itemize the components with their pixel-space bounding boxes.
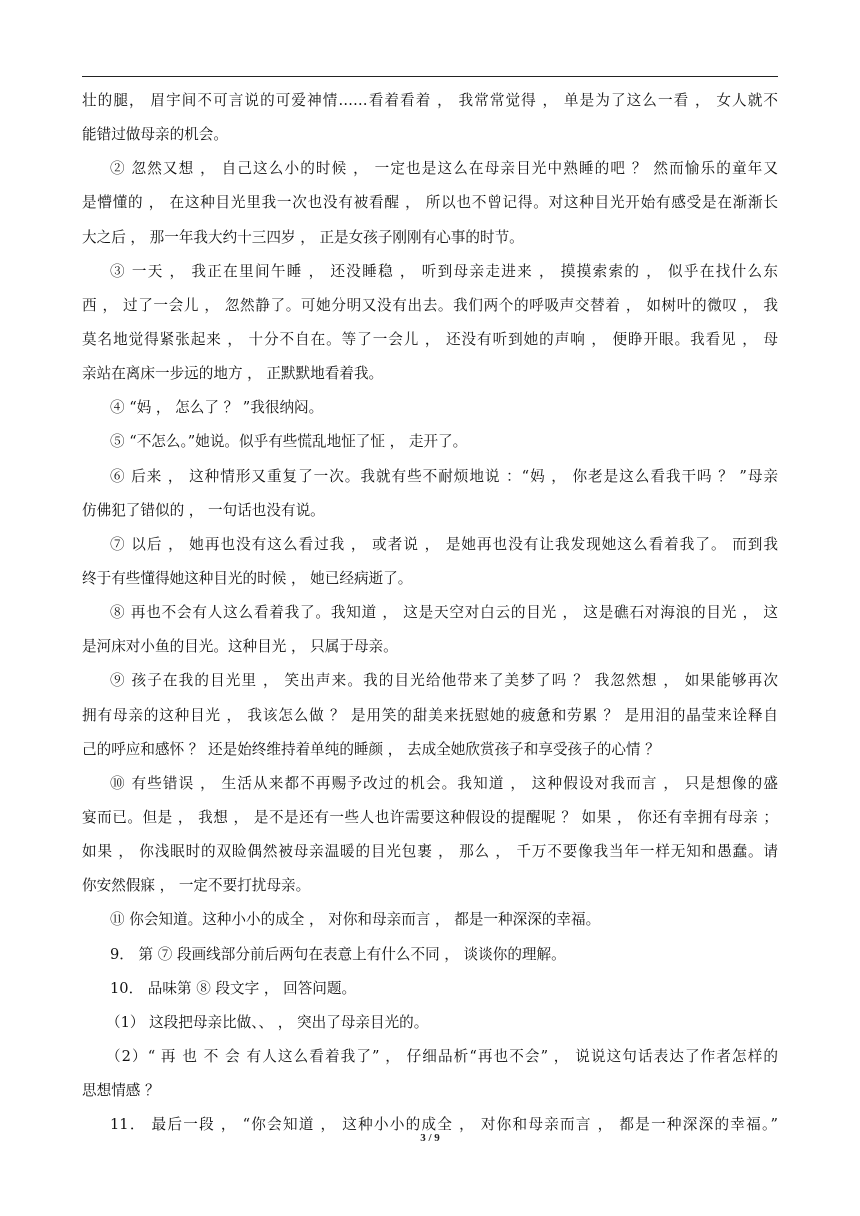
paragraph-6-line: 仿佛犯了错似的 ， 一句话也没有说。 <box>82 501 325 519</box>
question-10-part-1: （1） 这段把母亲比做、、 ， 突出了母亲目光的。 <box>106 1013 429 1031</box>
paragraph-2-line: ② 忽然又想 ， 自己这么小的时候 ， 一定也是这么在母亲目光中熟睡的吧 ？ 然而愉乐的童年又 <box>110 160 778 178</box>
question-10: 10． 品味第 ⑧ 段文字 ， 回答问题。 <box>110 979 357 997</box>
text-line: 壮的腿， 眉宇间不可言说的可爱神情……看着看着 ， 我常常觉得 ， 单是为了这么一看 ， 女人就不 <box>82 92 778 109</box>
paragraph-2-line: 是懵懂的 ， 在这种目光里我一次也没有被看醒 ， 所以也不曾记得。对这种目光开始有感受是在渐渐长 <box>82 194 778 212</box>
question-10-part-2: （2）“ 再 也 不 会 有人这么看着我了” ， 仔细品析“再也不会” ， 说说这句话表达了作者怎样的 <box>106 1047 778 1065</box>
paragraph-6-line: ⑥ 后来 ， 这种情形又重复了一次。我就有些不耐烦地说 ：“妈 ， 你老是这么看我干吗 ？ ”母亲 <box>110 467 778 485</box>
page-number: 3 / 9 <box>420 1132 440 1144</box>
paragraph-3-line: 亲站在离床一步远的地方 ， 正默默地看着我。 <box>82 365 384 383</box>
paragraph-4-line: ④ “妈 ， 怎么了 ？ ”我很纳闷。 <box>110 399 324 417</box>
header-rule <box>82 76 778 77</box>
paragraph-10-line: 你安然假寐 ， 一定不要打扰母亲。 <box>82 877 311 895</box>
question-10-part-2: 思想情感 ？ <box>82 1082 160 1100</box>
question-9: 9． 第 ⑦ 段画线部分前后两句在表意上有什么不同 ， 谈谈你的理解。 <box>110 945 566 963</box>
document-body <box>82 84 778 1142</box>
paragraph-2-line: 大之后 ， 那一年我大约十三四岁 ， 正是女孩子刚刚有心事的时节。 <box>82 228 524 246</box>
paragraph-9-line: 拥有母亲的这种目光 ， 我该怎么做 ？ 是用笑的甜美来抚慰她的疲惫和劳累 ？ 是用泪的晶莹来诠释自 <box>82 706 778 724</box>
paragraph-5-line: ⑤ “不怎么。”她说。似乎有些慌乱地怔了怔 ， 走开了。 <box>110 433 468 451</box>
paragraph-3-line: ③ 一天 ， 我正在里间午睡 ， 还没睡稳 ， 听到母亲走进来 ， 摸摸索索的 ， 似乎在找什么东 <box>110 262 778 280</box>
paragraph-10-line: 宴而已。但是 ， 我想 ， 是不是还有一些人也许需要这种假设的提醒呢 ？ 如果 ， 你还有幸拥有母亲 ； <box>82 808 778 826</box>
paragraph-3-line: 西 ， 过了一会儿 ， 忽然静了。可她分明又没有出去。我们两个的呼吸声交替着 ， 如树叶的微叹 ， 我 <box>82 296 778 314</box>
paragraph-7-line: ⑦ 以后 ， 她再也没有这么看过我 ， 或者说 ， 是她再也没有让我发现她这么看着我了。 而到我 <box>110 535 778 553</box>
paragraph-3-line: 莫名地觉得紧张起来 ， 十分不自在。等了一会儿 ， 还没有听到她的声响 ， 便睁开眼。我看见 ， 母 <box>82 330 778 348</box>
paragraph-8-line: ⑧ 再也不会有人这么看着我了。我知道 ， 这是天空对白云的目光 ， 这是礁石对海浪的目光 ， 这 <box>110 604 778 622</box>
paragraph-8-line: 是河床对小鱼的目光。这种目光 ， 只属于母亲。 <box>82 638 398 656</box>
paragraph-9-line: ⑨ 孩子在我的目光里 ， 笑出声来。我的目光给他带来了美梦了吗 ？ 我忽然想 ， 如果能够再次 <box>110 672 778 690</box>
paragraph-10-line: 如果 ， 你浅眠时的双睑偶然被母亲温暖的目光包裹 ， 那么 ， 千万不要像我当年一样无知和愚蠢。请 <box>82 843 778 861</box>
text-line: 能错过做母亲的机会。 <box>82 126 228 144</box>
paragraph-9-line: 己的呼应和感怀 ？ 还是始终维持着单纯的睡颜 ， 去成全她欣赏孩子和享受孩子的心情 ？ <box>82 740 660 758</box>
paragraph-7-line: 终于有些懂得她这种目光的时候 ， 她已经病逝了。 <box>82 569 413 587</box>
paragraph-10-line: ⑩ 有些错误 ， 生活从来都不再赐予改过的机会。我知道 ， 这种假设对我而言 ， 只是想像的盛 <box>110 774 778 792</box>
question-11: 11． 最后一段 ， “你会知道 ， 这种小小的成全 ， 对你和母亲而言 ， 都是一种深深的幸福。” <box>110 1116 778 1134</box>
paragraph-11-line: ⑪ 你会知道。这种小小的成全 ， 对你和母亲而言 ， 都是一种深深的幸福。 <box>110 911 601 929</box>
